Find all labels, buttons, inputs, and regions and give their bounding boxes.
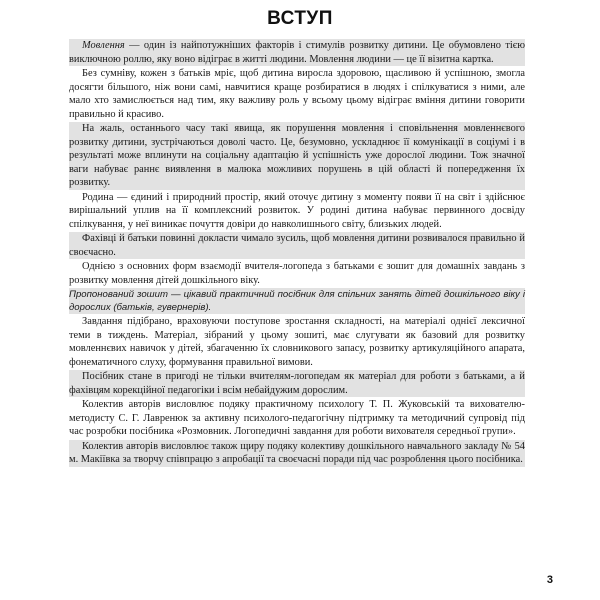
page-number: 3 (546, 574, 553, 586)
paragraph-9: Колектив авторів висловлює подяку практичному психологу Т. П. Жуковській та вихователю-методисту С. Г. Лавренюк за активну психолого-педагогічну підтримку та методичний супровід під час розробки посібника «Розмовник. Логопедичні завдання для роботи вихователя середньої групи». (69, 399, 525, 437)
paragraph-8: Посібник стане в пригоді не тільки вчителям-логопедам як матеріал для роботи з батьками, а й фахівцям корекційної педагогіки і всім небайдужим дорослим. (69, 371, 525, 396)
practical-note: Пропонований зошит — цікавий практичний посібник для спільних занять дітей дошкільного віку і дорослих (батьків, гувернерів). (69, 289, 525, 313)
paragraph-3: На жаль, останнього часу такі явища, як порушення мовлення і сповільнення мовленнєвого розвитку дитини, зустрічаються доволі часто. Це, безумовно, ускладнює її комунікації в соціумі і в результаті може вплинути на соціальну адаптацію й успішність уже дорослої людини. Тож значної ваги набуває раннє виявлення в малюка можливих порушень в цій області й попередження їх розвитку. (69, 123, 525, 188)
paragraph-1-text: — один із найпотужніших факторів і стимулів розвитку дитини. Це обумовлено тією виключною роллю, яку воно відіграє в житті людини. Мовлення людини — це її візитна картка. (69, 40, 525, 65)
document-body (69, 39, 525, 468)
paragraph-2: Без сумніву, кожен з батьків мріє, щоб дитина виросла здоровою, щасливою й успішною, змогла досягти більшого, ніж вони самі, навчитися краще розбиратися в людях і спілкуватися з ними, але мало хто замислюється над тим, яку важливу роль у всьому цьому відіграє вміння дитини говорити правильно й красиво. (69, 68, 525, 120)
paragraph-7: Завдання підібрано, враховуючи поступове зростання складності, на матеріалі однієї лексичної теми в тиждень. Матеріал, зібраний у цьому зошиті, має слугувати як базовий для розвитку мовленнєвих навичок у дітей, збагаченню їх словникового запасу, розвитку артикуляційного апарата, фонематичного слуху, формування правильної вимови. (69, 316, 525, 368)
paragraph-4: Родина — єдиний і природний простір, який оточує дитину з моменту появи її на світ і здійснює вирішальний уплив на її комплексний розвиток. У родині дитина набуває первинного досвіду спілкування, у неї виникає почуття довіри до навколишнього світу, близьких людей. (69, 191, 525, 230)
paragraph-5: Фахівці й батьки повинні докласти чимало зусиль, щоб мовлення дитини розвивалося правильно й своєчасно. (69, 233, 525, 258)
paragraph-1 (69, 39, 525, 66)
paragraph-6: Однією з основних форм взаємодії вчителя-логопеда з батьками є зошит для домашніх завдань з розвитку мовлення дітей дошкільного віку. (69, 261, 525, 286)
paragraph-10: Колектив авторів висловлює також щиру подяку колективу дошкільного навчального закладу № 54 м. Макіївка за творчу співпрацю з апробації та своєчасні поради під час розроблення цього посібника. (69, 440, 525, 465)
paragraph-1-lead: Мовлення (82, 40, 125, 51)
page-title: ВСТУП (267, 8, 333, 29)
